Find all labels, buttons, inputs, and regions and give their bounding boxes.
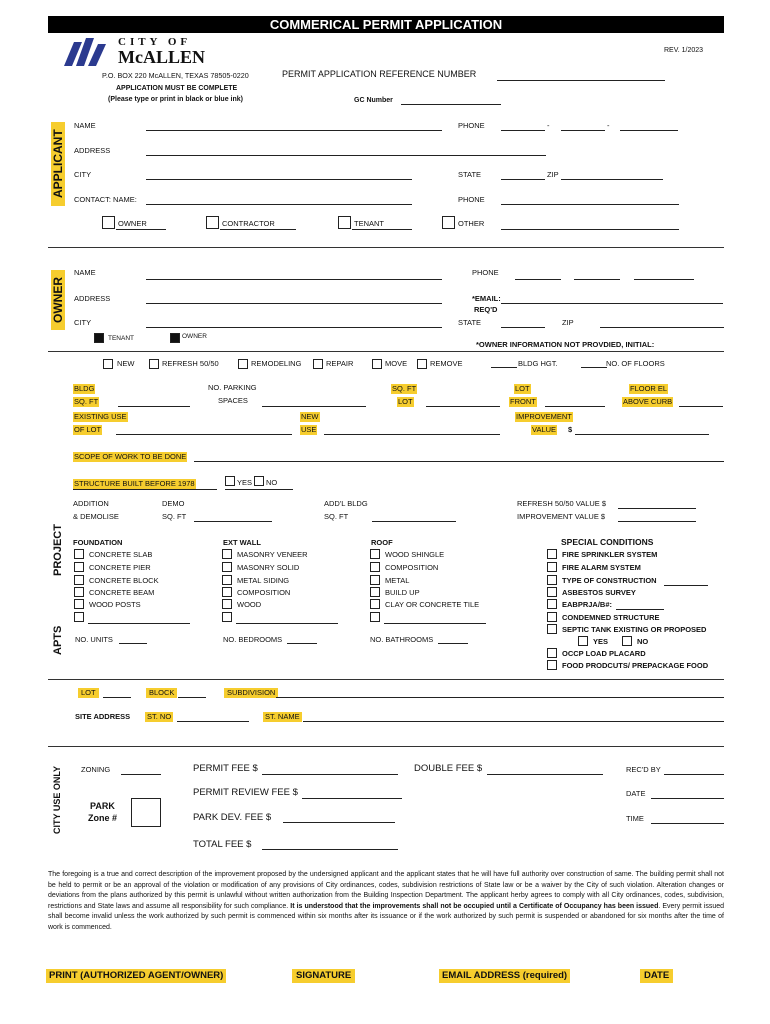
total-fee-label: TOTAL FEE $ [193, 839, 252, 850]
existing-use-label: EXISTING USE [74, 412, 127, 421]
double-fee-label: DOUBLE FEE $ [414, 763, 483, 774]
st-name-field[interactable] [303, 721, 724, 722]
role-contractor-checkbox[interactable] [206, 216, 219, 229]
total-fee-field[interactable] [262, 849, 398, 850]
special-item: FIRE ALARM SYSTEM [562, 563, 641, 572]
role-other-checkbox[interactable] [442, 216, 455, 229]
septic-no-label: NO [637, 637, 649, 646]
date-label: DATE [640, 969, 673, 983]
bldg-label: BLDG [74, 384, 95, 393]
mailing-address: P.O. BOX 220 McALLEN, TEXAS 78505-0220 [102, 71, 249, 80]
ext-wall-item: WOOD [237, 600, 262, 609]
owner-state-label: STATE [458, 318, 482, 327]
roof-other-field[interactable] [384, 623, 486, 624]
bathrooms-field[interactable] [438, 643, 468, 644]
roof-checkbox[interactable] [370, 562, 380, 572]
lot-label: LOT [398, 397, 413, 406]
use-label: USE [301, 425, 317, 434]
owner-phone-line[interactable] [634, 279, 694, 280]
applicant-address-field[interactable] [146, 155, 546, 156]
park-zone-box[interactable] [131, 798, 161, 827]
demolish-label: & DEMOLISE [73, 512, 119, 521]
revision: REV. 1/2023 [664, 47, 704, 54]
floors-label: NO. OF FLOORS [606, 359, 665, 368]
legal-statement [48, 870, 724, 933]
built-yes-label: YES [237, 478, 253, 487]
demo-label: DEMO [162, 499, 185, 508]
owner-owner-label: OWNER [182, 333, 207, 340]
role-tenant-checkbox[interactable] [338, 216, 351, 229]
foundation-item: CONCRETE BEAM [89, 588, 155, 597]
applicant-city-label: CITY [74, 170, 92, 179]
ext-wall-item: COMPOSITION [237, 588, 291, 597]
owner-owner-checkbox[interactable] [170, 333, 180, 343]
roof-checkbox[interactable] [370, 587, 380, 597]
park-label: PARK [90, 801, 115, 811]
email-required-note: REQ'D [474, 305, 498, 314]
roof-checkbox[interactable] [370, 549, 380, 559]
role-tenant-label: TENANT [354, 219, 384, 228]
bldg-sqft-field[interactable] [118, 406, 190, 407]
floor-el-label: FLOOR EL [630, 384, 668, 393]
owner-zip-field[interactable] [600, 327, 724, 328]
owner-phone-label: PHONE [472, 268, 499, 277]
role-owner-checkbox[interactable] [102, 216, 115, 229]
contact-phone-field[interactable] [501, 204, 679, 205]
role-contractor-label: CONTRACTOR [222, 219, 275, 228]
site-lot-label: LOT [78, 688, 99, 698]
of-lot-label: OF LOT [74, 425, 102, 434]
ext-wall-checkbox[interactable] [222, 549, 232, 559]
park-fee-label: PARK DEV. FEE $ [193, 812, 272, 823]
dollar-sign: $ [568, 425, 573, 434]
time-field[interactable] [651, 823, 724, 824]
applicant-phone-line[interactable] [620, 130, 678, 131]
built-underline [225, 489, 293, 490]
subdivision-label: SUBDIVISION [224, 688, 278, 698]
special-checkbox[interactable] [547, 612, 557, 622]
type-new-label: NEW [117, 359, 135, 368]
built-before-underline [73, 489, 217, 490]
special-checkbox[interactable] [547, 599, 557, 609]
owner-address-field[interactable] [146, 303, 442, 304]
site-address-label: SITE ADDRESS [75, 712, 131, 721]
parking-label: NO. PARKING [208, 383, 257, 392]
special-item: FIRE SPRINKLER SYSTEM [562, 550, 658, 559]
improvement-value-label: IMPROVEMENT VALUE $ [517, 512, 606, 521]
type-refresh-checkbox[interactable] [149, 359, 159, 369]
owner-tenant-label: TENANT [108, 335, 134, 342]
permit-fee-label: PERMIT FEE $ [193, 763, 258, 774]
review-fee-field[interactable] [302, 798, 402, 799]
page-title: COMMERICAL PERMIT APPLICATION [269, 17, 503, 32]
addition-label: ADDITION [73, 499, 109, 508]
food-checkbox[interactable] [547, 660, 557, 670]
owner-city-field[interactable] [146, 327, 442, 328]
signature-label: SIGNATURE [292, 969, 355, 983]
front-label: FRONT [510, 397, 536, 406]
type-remodeling-label: REMODELING [251, 359, 302, 368]
roof-checkbox[interactable] [370, 575, 380, 585]
ink-note: (Please type or print in black or blue ink) [108, 96, 243, 103]
legal-text-continued: . Every permit issued shall become invalid unless the work authorized by such permit is commenced within six months after its issuance or if the work authorized by such permit is suspended or abandoned for six months after the time of work is commenced. [48, 902, 725, 931]
occp-checkbox[interactable] [547, 648, 557, 658]
applicant-phone-label: PHONE [458, 121, 485, 130]
bldg-hgt-field[interactable] [491, 367, 517, 368]
type-move-checkbox[interactable] [372, 359, 382, 369]
roof-title: ROOF [371, 538, 393, 547]
logo-line1: CITY OF [118, 36, 192, 48]
parking-field[interactable] [262, 406, 366, 407]
role-owner-label: OWNER [118, 219, 147, 228]
ext-wall-checkbox[interactable] [222, 587, 232, 597]
roof-checkbox[interactable] [370, 599, 380, 609]
built-no-label: NO [266, 478, 278, 487]
special-checkbox[interactable] [547, 624, 557, 634]
type-repair-label: REPAIR [326, 359, 354, 368]
city-date-field[interactable] [651, 798, 724, 799]
contact-name-field[interactable] [146, 204, 412, 205]
gc-number-field[interactable] [401, 104, 501, 105]
ext-wall-other-checkbox[interactable] [222, 612, 232, 622]
foundation-other-field[interactable] [88, 623, 190, 624]
improvement-label: IMPROVEMENT [516, 412, 572, 421]
demo-sqft-field[interactable] [194, 521, 272, 522]
applicant-phone-prefix[interactable] [561, 130, 605, 131]
park-fee-field[interactable] [283, 822, 395, 823]
roof-item: CLAY OR CONCRETE TILE [385, 600, 480, 609]
scope-field[interactable] [194, 461, 724, 462]
owner-email-field[interactable] [501, 303, 723, 304]
foundation-title: FOUNDATION [73, 538, 123, 547]
lot-sqft-label: SQ. FT [392, 384, 417, 393]
bedrooms-field[interactable] [287, 643, 317, 644]
special-item: CONDEMNED STRUCTURE [562, 613, 660, 622]
owner-state-field[interactable] [501, 327, 545, 328]
legal-occupancy-text: It is understood that the improvements shall not be occupied until a Certificate of Occupancy has been issued [290, 902, 659, 910]
special-item: EABPRJA/B#: [562, 600, 613, 609]
permit-fee-field[interactable] [262, 774, 398, 775]
scope-label: SCOPE OF WORK TO BE DONE [74, 452, 187, 461]
floors-field[interactable] [581, 367, 607, 368]
applicant-state-field[interactable] [501, 179, 545, 180]
city-logo-icon [60, 36, 112, 66]
owner-phone-prefix[interactable] [574, 279, 620, 280]
role-owner-line [116, 229, 166, 230]
review-fee-label: PERMIT REVIEW FEE $ [193, 787, 298, 798]
site-block-field[interactable] [178, 697, 206, 698]
bldg-sqft-label: SQ. FT [74, 397, 99, 406]
divider [48, 746, 724, 747]
contact-phone-label: PHONE [458, 195, 485, 204]
ext-wall-item: MASONRY VENEER [237, 550, 308, 559]
septic-no-checkbox[interactable] [622, 636, 632, 646]
applicant-section-label: APPLICANT [51, 122, 65, 206]
special-checkbox[interactable] [547, 549, 557, 559]
bedrooms-label: NO. BEDROOMS [223, 635, 283, 644]
foundation-checkbox[interactable] [74, 599, 84, 609]
special-checkbox[interactable] [547, 575, 557, 585]
roof-other-checkbox[interactable] [370, 612, 380, 622]
foundation-item: CONCRETE PIER [89, 563, 151, 572]
floor-el-field[interactable] [679, 406, 723, 407]
subdivision-field[interactable] [276, 697, 724, 698]
owner-email-label: *EMAIL: [472, 294, 501, 303]
st-no-label: ST. NO [147, 712, 172, 721]
zone-label: Zone # [88, 813, 118, 823]
city-use-section-label: CITY USE ONLY [52, 765, 62, 835]
role-other-label: OTHER [458, 219, 485, 228]
type-remove-label: REMOVE [430, 359, 463, 368]
owner-tenant-checkbox[interactable] [94, 333, 104, 343]
addl-bldg-label: ADD'L BLDG [324, 499, 368, 508]
dash: - [547, 121, 550, 130]
city-date-label: DATE [626, 789, 646, 798]
foundation-checkbox[interactable] [74, 587, 84, 597]
new-use-field[interactable] [324, 434, 500, 435]
applicant-phone-area[interactable] [501, 130, 545, 131]
value-label: VALUE [532, 425, 557, 434]
type-move-label: MOVE [385, 359, 408, 368]
ext-wall-checkbox[interactable] [222, 599, 232, 609]
addl-sqft-field[interactable] [372, 521, 456, 522]
email-address-label: EMAIL ADDRESS (required) [439, 969, 570, 983]
type-refresh-label: REFRESH 50/50 [162, 359, 219, 368]
roof-item: COMPOSITION [385, 563, 439, 572]
eabprja-field[interactable] [616, 609, 664, 610]
contact-name-label: CONTACT: NAME: [74, 195, 137, 204]
site-lot-field[interactable] [103, 697, 131, 698]
dash: - [607, 121, 610, 130]
st-name-label: ST. NAME [265, 712, 300, 721]
units-label: NO. UNITS [75, 635, 113, 644]
new-use-label: NEW [301, 412, 319, 421]
applicant-state-label: STATE [458, 170, 482, 179]
septic-yes-checkbox[interactable] [578, 636, 588, 646]
bldg-hgt-label: BLDG HGT. [518, 359, 558, 368]
owner-phone-area[interactable] [515, 279, 561, 280]
owner-name-label: NAME [74, 268, 96, 277]
st-no-field[interactable] [177, 721, 249, 722]
foundation-checkbox[interactable] [74, 562, 84, 572]
owner-name-field[interactable] [146, 279, 442, 280]
owner-city-label: CITY [74, 318, 92, 327]
zoning-field[interactable] [121, 774, 161, 775]
role-tenant-line [352, 229, 412, 230]
gc-number-label: GC Number [354, 97, 393, 104]
occp-label: OCCP LOAD PLACARD [562, 649, 646, 658]
ext-wall-checkbox[interactable] [222, 575, 232, 585]
demo-sqft-label: SQ. FT [162, 512, 187, 521]
built-yes-checkbox[interactable] [225, 476, 235, 486]
owner-section-label: OWNER [51, 270, 65, 330]
double-fee-field[interactable] [487, 774, 603, 775]
lot-front-field[interactable] [545, 406, 605, 407]
special-item: TYPE OF CONSTRUCTION [562, 576, 657, 585]
divider [48, 247, 724, 248]
ref-number-field[interactable] [497, 80, 665, 81]
role-other-field[interactable] [501, 229, 679, 230]
applicant-name-field[interactable] [146, 130, 442, 131]
logo-line2: McALLEN [118, 47, 205, 67]
recd-by-field[interactable] [664, 774, 724, 775]
improvement-value-field[interactable] [575, 434, 709, 435]
print-name-label: PRINT (AUTHORIZED AGENT/OWNER) [46, 969, 226, 983]
special-checkbox[interactable] [547, 587, 557, 597]
above-curb-label: ABOVE CURB [623, 397, 673, 406]
improvement-value2-field[interactable] [618, 521, 696, 522]
built-before-label: STRUCTURE BUILT BEFORE 1978 [74, 479, 195, 488]
septic-yes-label: YES [593, 637, 609, 646]
type-new-checkbox[interactable] [103, 359, 113, 369]
addl-sqft-label: SQ. FT [324, 512, 349, 521]
ref-number-label: PERMIT APPLICATION REFERENCE NUMBER [282, 69, 477, 79]
roof-item: WOOD SHINGLE [385, 550, 445, 559]
apts-section-label: APTS [52, 625, 64, 655]
foundation-item: CONCRETE SLAB [89, 550, 153, 559]
special-item: SEPTIC TANK EXISTING OR PROPOSED [562, 625, 707, 634]
roof-item: METAL [385, 576, 410, 585]
applicant-zip-field[interactable] [561, 179, 663, 180]
existing-use-field[interactable] [116, 434, 292, 435]
must-complete-note: APPLICATION MUST BE COMPLETE [116, 85, 238, 92]
construction-type-field[interactable] [664, 585, 708, 586]
foundation-checkbox[interactable] [74, 549, 84, 559]
divider [48, 679, 724, 680]
owner-address-label: ADDRESS [74, 294, 111, 303]
foundation-item: CONCRETE BLOCK [89, 576, 159, 585]
bathrooms-label: NO. BATHROOMS [370, 635, 434, 644]
recd-by-label: REC'D BY [626, 765, 661, 774]
lot-sqft-field[interactable] [426, 406, 500, 407]
food-label: FOOD PRODCUTS/ PREPACKAGE FOOD [562, 661, 709, 670]
ext-wall-checkbox[interactable] [222, 562, 232, 572]
roof-item: BUILD UP [385, 588, 420, 597]
ext-wall-item: MASONRY SOLID [237, 563, 300, 572]
role-contractor-line [220, 229, 296, 230]
special-conditions-title: SPECIAL CONDITIONS [561, 537, 654, 547]
type-remodeling-checkbox[interactable] [238, 359, 248, 369]
owner-zip-label: ZIP [562, 318, 574, 327]
lot-front-label: LOT [515, 384, 530, 393]
foundation-other-checkbox[interactable] [74, 612, 84, 622]
applicant-name-label: NAME [74, 121, 96, 130]
refresh-value-field[interactable] [618, 508, 696, 509]
time-label: TIME [626, 814, 644, 823]
foundation-item: WOOD POSTS [89, 600, 141, 609]
ext-wall-item: METAL SIDING [237, 576, 290, 585]
applicant-address-label: ADDRESS [74, 146, 111, 155]
zoning-label: ZONING [81, 765, 111, 774]
ext-wall-title: EXT WALL [223, 538, 261, 547]
foundation-checkbox[interactable] [74, 575, 84, 585]
special-item: ASBESTOS SURVEY [562, 588, 636, 597]
refresh-value-label: REFRESH 50/50 VALUE $ [517, 499, 607, 508]
legal-text: The foregoing is a true and correct description of the improvement proposed by the undersigned applicant and the applicant states that he will have full authority over construction of same. The building permit shall not be held to permit or be an approval of the violation or modification of any provisions of City ordinances, codes, subdivision restrictions of State law or be a waiver by the City of such violation. Alteration changes or deviations from the plans authorized by this permit is unlawful without written authorization from the Building Inspection Department. The applicant herby agrees to comply with all City ordinances, codes, subdivision, restrictions and State laws and assume all responsibility for such compliance. [48, 871, 724, 910]
units-field[interactable] [119, 643, 147, 644]
spaces-label: SPACES [218, 396, 248, 405]
special-checkbox[interactable] [547, 562, 557, 572]
applicant-city-field[interactable] [146, 179, 412, 180]
type-remove-checkbox[interactable] [417, 359, 427, 369]
owner-not-provided-note: *OWNER INFORMATION NOT PROVDIED, INITIAL: [476, 340, 655, 349]
built-no-checkbox[interactable] [254, 476, 264, 486]
applicant-zip-label: ZIP [547, 170, 559, 179]
ext-wall-other-field[interactable] [236, 623, 338, 624]
project-section-label: PROJECT [52, 524, 64, 576]
type-repair-checkbox[interactable] [313, 359, 323, 369]
site-block-label: BLOCK [146, 688, 177, 698]
divider [48, 351, 724, 352]
